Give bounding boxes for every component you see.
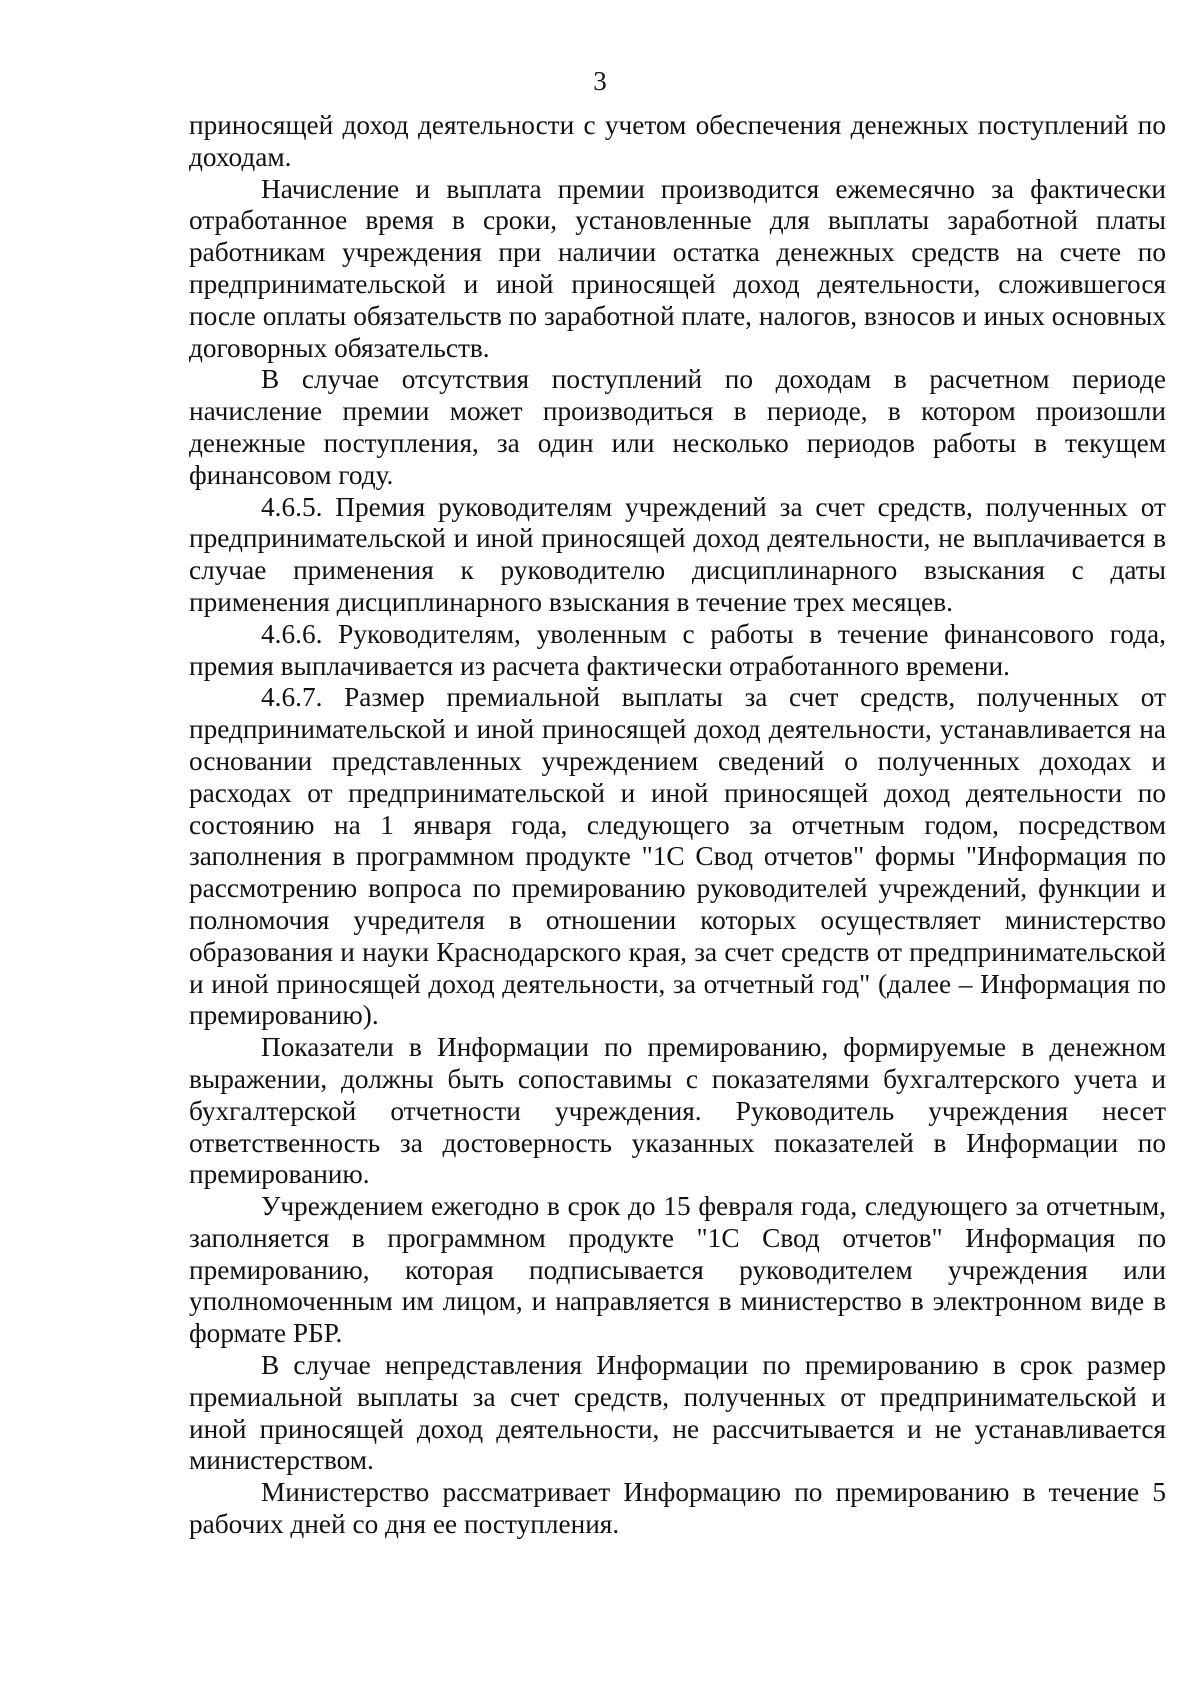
paragraph-continuation: приносящей доход деятельности с учетом обеспечения денежных поступлений по доходам. [189, 110, 1166, 172]
paragraph-4-6-6: 4.6.6. Руководителям, уволенным с работы в течение финансового года, премия выплачивается из расчета фактически отработанного времени. [189, 618, 1166, 681]
page-number: 3 [593, 66, 607, 96]
paragraph-bonus-accrual: Начисление и выплата премии производится ежемесячно за фактически отработанное время в сроки, установленные для выплаты заработной платы работникам учреждения при наличии остатка денежных средств на счете по предпринимательской и иной приносящей доход деятельности, сложившегося после оплаты обязательств по заработной плате, налогов, взносов и иных основных договорных обязательств. [189, 173, 1166, 363]
paragraph-review-period: Министерство рассматривает Информацию по премированию в течение 5 рабочих дней со дня ее поступления. [189, 1477, 1166, 1540]
paragraph-4-6-7: 4.6.7. Размер премиальной выплаты за счет средств, полученных от предпринимательской и иной приносящей доход деятельности, устанавливается на основании представленных учреждением сведений о полученных доходах и расходах от предпринимательской и иной приносящей доход деятельности по состоянию на 1 января года, следующего за отчетным годом, посредством заполнения в программном продукте "1С Свод отчетов" формы "Информация по рассмотрению вопроса по премированию руководителей учреждений, функции и полномочия учредителя в отношении которых осуществляет министерство образования и науки Краснодарского края, за счет средств от предпринимательской и иной приносящей доход деятельности, за отчетный год" (далее – Информация по премированию). [189, 682, 1166, 1031]
paragraph-no-income-case: В случае отсутствия поступлений по доходам в расчетном периоде начисление премии может производиться в периоде, в котором произошли денежные поступления, за один или несколько периодов работы в текущем финансовом году. [189, 364, 1166, 490]
document-body [189, 110, 1166, 1541]
paragraph-annual-deadline: Учреждением ежегодно в срок до 15 февраля года, следующего за отчетным, заполняется в программном продукте "1С Свод отчетов" Информация по премированию, которая подписывается руководителем учреждения или уполномоченным им лицом, и направляется в министерство в электронном виде в формате РБР. [189, 1191, 1166, 1349]
paragraph-indicators: Показатели в Информации по премированию, формируемые в денежном выражении, должны быть сопоставимы с показателями бухгалтерского учета и бухгалтерской отчетности учреждения. Руководитель учреждения несет ответственность за достоверность указанных показателей в Информации по премированию. [189, 1032, 1166, 1190]
paragraph-4-6-5: 4.6.5. Премия руководителям учреждений за счет средств, полученных от предпринимательской и иной приносящей доход деятельности, не выплачивается в случае применения к руководителю дисциплинарного взыскания с даты применения дисциплинарного взыскания в течение трех месяцев. [189, 491, 1166, 617]
paragraph-non-submission: В случае непредставления Информации по премированию в срок размер премиальной выплаты за счет средств, полученных от предпринимательской и иной приносящей доход деятельности, не рассчитывается и не устанавливается министерством. [189, 1350, 1166, 1476]
